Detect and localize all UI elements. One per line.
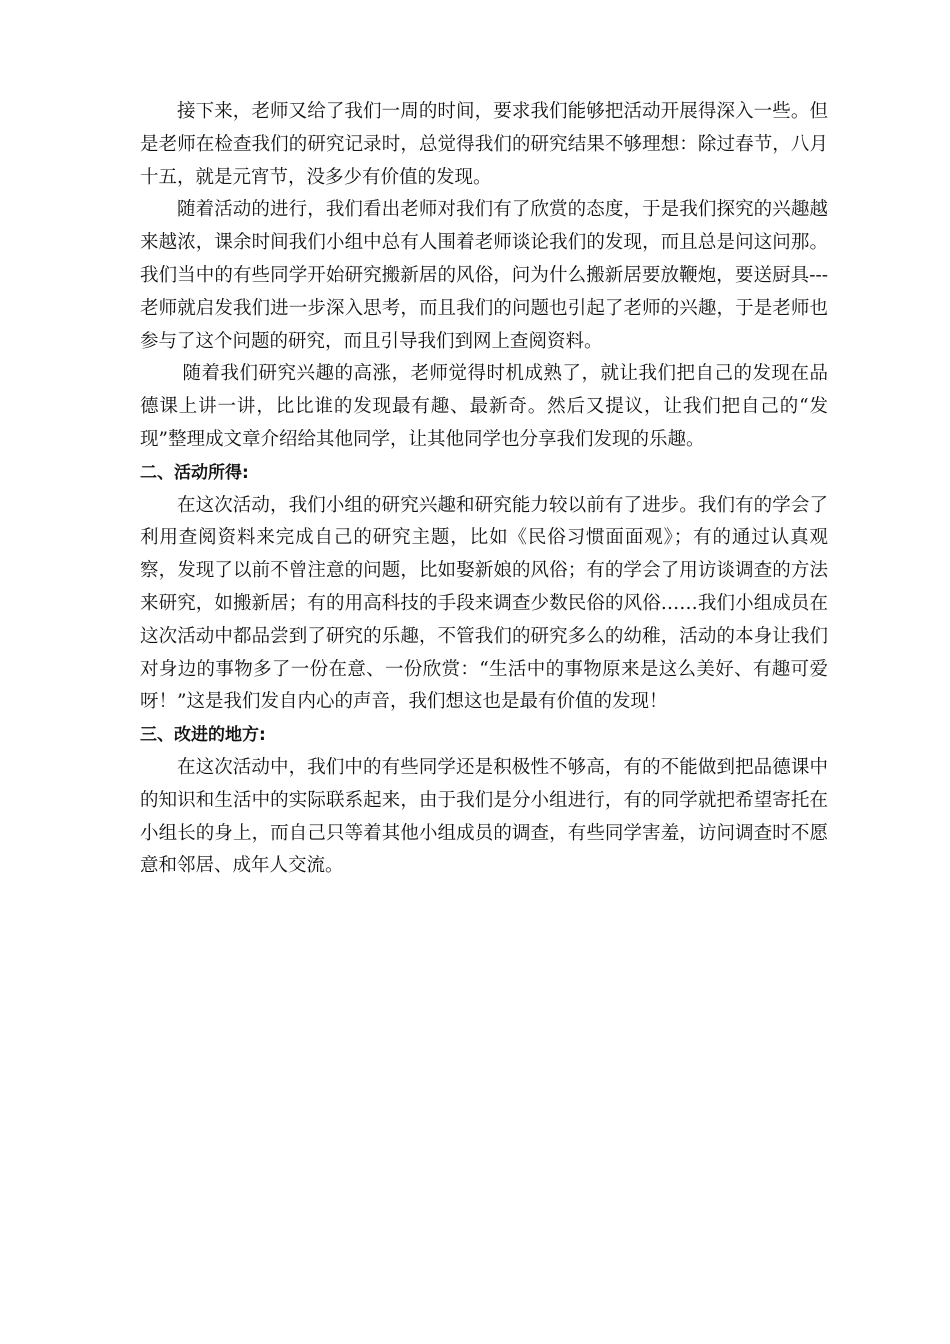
section-heading-improvements: 三、改进的地方: xyxy=(140,725,266,746)
paragraph-improvements: 在这次活动中，我们中的有些同学还是积极性不够高，有的不能做到把品德课中的知识和生活中的实际联系起来，由于我们是分小组进行，有的同学就把希望寄托在小组长的身上，而自己只等着其他小组成员的调查，有些同学害羞，访问调查时不愿意和邻居、成年人交流。 xyxy=(140,756,828,877)
paragraph-growing-interest: 随着活动的进行，我们看出老师对我们有了欣赏的态度，于是我们探究的兴趣越来越浓，课余时间我们小组中总有人围着老师谈论我们的发现，而且总是问这问那。我们当中的有些同学开始研究搬新居的风俗，问为什么搬新居要放鞭炮，要送厨具---老师就启发我们进一步深入思考，而且我们的问题也引起了老师的兴趣，于是老师也参与了这个问题的研究，而且引导我们到网上查阅资料。 xyxy=(140,199,828,352)
section-heading-gains: 二、活动所得: xyxy=(140,462,249,483)
paragraph-activity-gains: 在这次活动，我们小组的研究兴趣和研究能力较以前有了进步。我们有的学会了利用查阅资料来完成自己的研究主题，比如《民俗习惯面面观》；有的通过认真观察，发现了以前不曾注意的问题，比如娶新娘的风俗；有的学会了用访谈调查的方法来研究，如搬新居；有的用高科技的手段来调查少数民俗的风俗……我们小组成员在这次活动中都品尝到了研究的乐趣，不管我们的研究多么的幼稚，活动的本身让我们对身边的事物多了一份在意、一份欣赏：“生活中的事物原来是这么美好、有趣可爱呀！”这是我们发自内心的声音，我们想这也是最有价值的发现！ xyxy=(140,494,828,713)
paragraph-extended-activity: 接下来，老师又给了我们一周的时间，要求我们能够把活动开展得深入一些。但是老师在检查我们的研究记录时，总觉得我们的研究结果不够理想：除过春节，八月十五，就是元宵节，没多少有价值的发现。 xyxy=(140,101,828,188)
document-body xyxy=(140,96,828,883)
paragraph-sharing-findings: 随着我们研究兴趣的高涨，老师觉得时机成熟了，就让我们把自己的发现在品德课上讲一讲，比比谁的发现最有趣、最新奇。然后又提议，让我们把自己的“发现”整理成文章介绍给其他同学，让其他同学也分享我们发现的乐趣。 xyxy=(140,363,828,450)
